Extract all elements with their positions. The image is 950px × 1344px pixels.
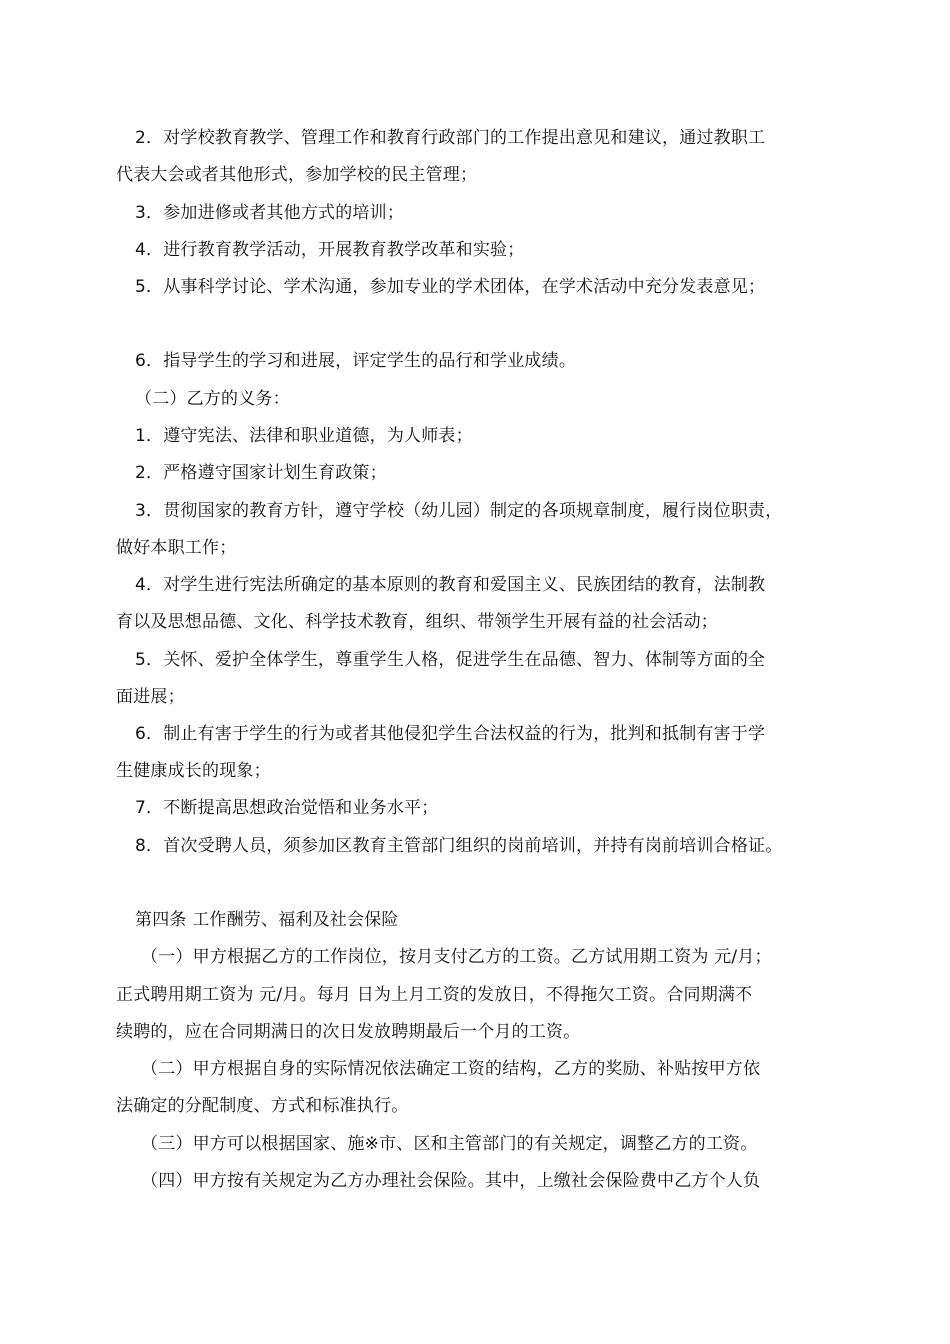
section-heading: （二）乙方的义务： [135, 389, 290, 409]
article-heading: 第四条 工作酬劳、福利及社会保险 [135, 910, 399, 930]
paragraph-line: 育以及思想品德、文化、科学技术教育，组织、带领学生开展有益的社会活动； [116, 612, 718, 632]
paragraph-line: 3．贯彻国家的教育方针，遵守学校（幼儿园）制定的各项规章制度，履行岗位职责， [135, 501, 783, 521]
paragraph-line: 5．关怀、爱护全体学生，尊重学生人格，促进学生在品德、智力、体制等方面的全 [135, 650, 766, 670]
paragraph-line: 2．对学校教育教学、管理工作和教育行政部门的工作提出意见和建议，通过教职工 [135, 128, 766, 148]
paragraph-line: （一）甲方根据乙方的工作岗位，按月支付乙方的工资。乙方试用期工资为 元/月； [141, 947, 772, 967]
paragraph-line: （二）甲方根据自身的实际情况依法确定工资的结构，乙方的奖励、补贴按甲方依 [141, 1059, 761, 1079]
paragraph-line: （四）甲方按有关规定为乙方办理社会保险。其中，上缴社会保险费中乙方个人负 [141, 1171, 761, 1191]
paragraph-line: 续聘的，应在合同期满日的次日发放聘期最后一个月的工资。 [116, 1022, 581, 1042]
paragraph-line: 8．首次受聘人员，须参加区教育主管部门组织的岗前培训，并持有岗前培训合格证。 [135, 836, 783, 856]
paragraph-line: 正式聘用期工资为 元/月。每月 日为上月工资的发放日，不得拖欠工资。合同期满不 [116, 985, 753, 1005]
paragraph-line: 6．制止有害于学生的行为或者其他侵犯学生合法权益的行为，批判和抵制有害于学 [135, 724, 766, 744]
paragraph-line: 做好本职工作； [116, 538, 237, 558]
paragraph-line: 7．不断提高思想政治觉悟和业务水平； [135, 798, 439, 818]
paragraph-line: 代表大会或者其他形式，参加学校的民主管理； [116, 165, 478, 185]
paragraph-line: （三）甲方可以根据国家、施※市、区和主管部门的有关规定，调整乙方的工资。 [141, 1134, 758, 1154]
paragraph-line: 4．进行教育教学活动，开展教育教学改革和实验； [135, 240, 525, 260]
paragraph-line: 6．指导学生的学习和进展，评定学生的品行和学业成绩。 [135, 351, 577, 371]
paragraph-line: 5．从事科学讨论、学术沟通，参加专业的学术团体，在学术活动中充分发表意见； [135, 277, 766, 297]
paragraph-line: 生健康成长的现象； [116, 761, 271, 781]
paragraph-line: 3．参加进修或者其他方式的培训； [135, 203, 405, 223]
paragraph-line: 1．遵守宪法、法律和职业道德，为人师表； [135, 426, 473, 446]
paragraph-line: 面进展； [116, 687, 185, 707]
paragraph-line: 法确定的分配制度、方式和标准执行。 [116, 1096, 409, 1116]
paragraph-line: 2．严格遵守国家计划生育政策； [135, 463, 387, 483]
paragraph-line: 4．对学生进行宪法所确定的基本原则的教育和爱国主义、民族团结的教育，法制教 [135, 575, 766, 595]
